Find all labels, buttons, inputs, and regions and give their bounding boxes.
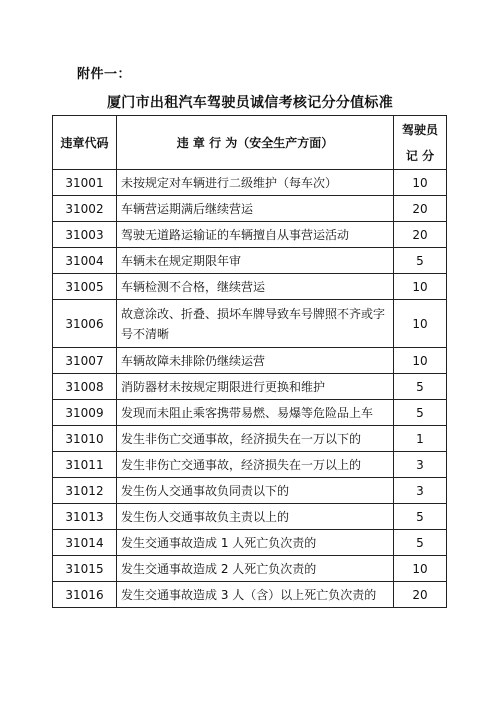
violation-code: 31008 (53, 374, 117, 400)
violation-description: 车辆未在规定期限年审 (117, 248, 394, 274)
violation-description: 发生交通事故造成 3 人（含）以上死亡负次责的 (117, 582, 394, 608)
scoring-table (52, 115, 447, 608)
table-row (53, 452, 447, 478)
violation-points: 5 (394, 248, 447, 274)
table-row (53, 170, 447, 196)
violation-code: 31007 (53, 348, 117, 374)
violation-code: 31004 (53, 248, 117, 274)
violation-description: 发生交通事故造成 2 人死亡负次责的 (117, 556, 394, 582)
violation-code: 31015 (53, 556, 117, 582)
violation-points: 10 (394, 274, 447, 300)
table-row (53, 400, 447, 426)
violation-description: 车辆营运期满后继续营运 (117, 196, 394, 222)
violation-code: 31016 (53, 582, 117, 608)
table-row (53, 504, 447, 530)
table-row (53, 374, 447, 400)
violation-description: 发生非伤亡交通事故，经济损失在一万以下的 (117, 426, 394, 452)
table-row (53, 556, 447, 582)
table-row (53, 426, 447, 452)
violation-description: 发生交通事故造成 1 人死亡负次责的 (117, 530, 394, 556)
violation-description: 发生伤人交通事故负主责以上的 (117, 504, 394, 530)
violation-code: 31002 (53, 196, 117, 222)
violation-code: 31010 (53, 426, 117, 452)
violation-points: 20 (394, 582, 447, 608)
violation-description: 发现而未阻止乘客携带易燃、易爆等危险品上车 (117, 400, 394, 426)
violation-points: 3 (394, 478, 447, 504)
violation-description: 消防器材未按规定期限进行更换和维护 (117, 374, 394, 400)
violation-points: 5 (394, 400, 447, 426)
violation-points: 5 (394, 374, 447, 400)
table-row (53, 478, 447, 504)
violation-points: 5 (394, 504, 447, 530)
violation-code: 31006 (53, 300, 117, 348)
violation-code: 31013 (53, 504, 117, 530)
header-points-line1: 驾驶员 (401, 122, 438, 137)
violation-description: 故意涂改、折叠、损坏车牌导致车号牌照不齐或字号不清晰 (117, 300, 394, 348)
violation-code: 31005 (53, 274, 117, 300)
attachment-label: 附件一： (77, 67, 132, 82)
violation-code: 31001 (53, 170, 117, 196)
violation-points: 10 (394, 300, 447, 348)
violation-points: 20 (394, 222, 447, 248)
table-row (53, 222, 447, 248)
document-title: 厦门市出租汽车驾驶员诚信考核记分分值标准 (107, 95, 393, 111)
violation-description: 车辆检测不合格，继续营运 (117, 274, 394, 300)
violation-points: 20 (394, 196, 447, 222)
table-row (53, 274, 447, 300)
violation-points: 5 (394, 530, 447, 556)
violation-code: 31003 (53, 222, 117, 248)
header-code: 违章代码 (53, 116, 117, 170)
table-row (53, 248, 447, 274)
violation-points: 10 (394, 170, 447, 196)
table-row (53, 582, 447, 608)
violation-description: 发生伤人交通事故负同责以下的 (117, 478, 394, 504)
header-points (394, 116, 447, 170)
table-row (53, 530, 447, 556)
violation-code: 31011 (53, 452, 117, 478)
violation-description: 驾驶无道路运输证的车辆擅自从事营运活动 (117, 222, 394, 248)
table-row (53, 300, 447, 348)
violation-points: 10 (394, 556, 447, 582)
violation-code: 31009 (53, 400, 117, 426)
violation-description: 未按规定对车辆进行二级维护（每车次） (117, 170, 394, 196)
table-header-row (53, 116, 447, 170)
violation-points: 3 (394, 452, 447, 478)
header-behavior: 违 章 行 为（安全生产方面） (117, 116, 394, 170)
violation-code: 31014 (53, 530, 117, 556)
table-row (53, 196, 447, 222)
violation-points: 10 (394, 348, 447, 374)
table-row (53, 348, 447, 374)
violation-code: 31012 (53, 478, 117, 504)
violation-points: 1 (394, 426, 447, 452)
violation-description: 发生非伤亡交通事故，经济损失在一万以上的 (117, 452, 394, 478)
violation-description: 车辆故障未排除仍继续运营 (117, 348, 394, 374)
header-points-line2: 记 分 (405, 148, 435, 163)
